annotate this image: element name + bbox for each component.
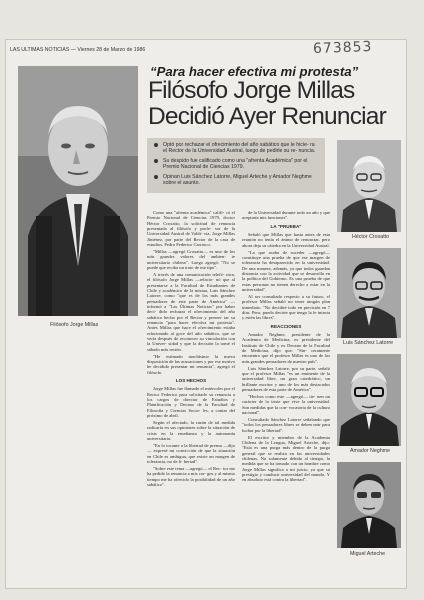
article-paragraph: El escritor y miembro de la Academia Chilena de la Lengua, Miguel Arteche, dijo: "Esta es una purga más dentro de la purga general que se realiza en las universidades chilenas. No solamente debido al tiempo, la medida que se ha tomado con un hombre como Jorge Millas significa a mi juicio, ya que su prestigio y conducir universidad del mundo. Y en absoluto está contra la libertad". — [242, 434, 330, 483]
main-photo-caption: Filósofo Jorge Millas — [50, 322, 99, 328]
article-paragraph: de la Universidad durante todo un año y que aceptaría mis funciones". — [242, 210, 330, 221]
summary-bullet: Opinan Luis Sánchez Latorre, Miguel Arteche y Amador Neghme sobre el asunto. — [153, 174, 319, 187]
headline — [148, 78, 406, 130]
article-paragraph: Al ser consultado respecto a su futuro, el profesor Millas señaló no tener ningún plan inmediato. "No decidiré todo en precisión en 7 días. Pero, puedo decirte que tengo la fe intacta y estén las libres". — [242, 294, 330, 321]
portrait-photo-arteche — [337, 462, 401, 548]
article-paragraph: Luis Sánchez Latorre, por su parte, señaló que el profesor Millas "es un eminente de la universidad libre, un gran catedrático, un brillante escritor y uno de los más destacados pensadores de esta parte de América". — [242, 365, 330, 393]
article-paragraph: Jorge Millas fue llamado el miércoles por el Rector Federico para solicitarle su renuncia a los cargos de director de Estudios y Planificación y Decano de la Facultad de Filosofía y Ciencias Socia- les, a contar del próximo de abril. — [147, 386, 235, 419]
article-paragraph: Según el afectado, la razón de tal medida radicaría en sus opiniones sobre la situación de crisis en la enseñanza y la autonomía universitaria. — [147, 420, 235, 442]
portrait-photo-croxatto — [337, 140, 401, 232]
caption-croxatto: Héctor Croxatto — [352, 234, 390, 240]
summary-box — [147, 138, 325, 193]
section-heading: LA "PRUEBA" — [270, 223, 302, 229]
handwritten-number: 673853 — [312, 38, 373, 58]
article-paragraph: "Millas —agregó Croxatto— es uno de los más grandes valores del ambien- te universitario chileno". Luego agregó: "No se puede que reciba un trato de ese tipo". — [147, 249, 235, 271]
article-paragraph: "Sobre este tema —agregó— el Rec- tor me ha pedido la renuncia a mis car- gos y al mismo tiempo me ha ofrecido la posibilidad de un año sabático". — [147, 466, 235, 488]
portrait-photo-neghme — [337, 354, 401, 446]
caption-sanchez-latorre: Luis Sánchez Latorre — [343, 340, 394, 346]
summary-bullet: Su despido fue calificado como una "afrenta Académica" por el Premio Nacional de Ciencias 1979. — [153, 158, 319, 171]
article-paragraph: Amador Neghme, presidente de la Academia de Medicina, ex presidente del Instituto de Chile y ex Decano de la Facultad de Medicina, dijo que: "Sin- ceramente encuentro que el profesor Millas es uno de los más grandes pensadores de nuestro país". — [242, 332, 330, 364]
article-paragraph: Señaló que Millas que hasta antes de esta reunión no tenía el ánimo de renunciar, pero ahora deja su cátedra en la Universidad Austral. — [242, 232, 330, 248]
summary-bullet: Optó por rechazar el ofrecimiento del año sabático que le hicie- ra el Rector de la Universidad Austral, luego de pedirle su re- nuncia. — [153, 142, 319, 155]
headline-line-1: Filósofo Jorge Millas — [148, 77, 355, 104]
article-paragraph: Consultado Sánchez Latorre señalando que "todos los pensadores libres se deben unir para luchar por la libertad". — [242, 417, 330, 433]
article-column-1 — [147, 210, 235, 580]
article-column-2 — [242, 210, 330, 580]
section-heading: LOS HECHOS — [175, 378, 207, 384]
portrait-photo-sanchez-latorre — [337, 248, 401, 338]
article-paragraph: "En lo tocante a la libertad de prensa —dijo— expresé mi convicción de que la situación en Chile es ambigua, que existe un margen de tolerancia, no de li- bertad". — [147, 443, 235, 465]
caption-neghme: Amador Neghme — [350, 448, 391, 454]
masthead: LAS ULTIMAS NOTICIAS — Viernes 28 de Marzo de 1986 — [10, 47, 146, 53]
caption-arteche: Miguel Arteche — [350, 551, 386, 557]
kicker: “Para hacer efectiva mi protesta” — [150, 64, 359, 79]
article-paragraph: "He estimado muchísimo la nueva disposición de las acusaciones y por ese motivo he decidido presentar mi renuncia", agregó el filósofo. — [147, 353, 235, 375]
article-paragraph: Como una "afrenta académica" califi- có el Premio Nacional de Ciencias 1979, doctor Héctor Croxatto, la solicitud de renuncia presentada al filósofo y profe- sor de la Universidad Austral de Valdi- via, Jorge Millas Jiménez, por parte del Rector de la casa de estudios, Pedro Federico Carrasco. — [147, 210, 235, 248]
article-paragraph: "La que acaba de suceder —agregó— constituye una prueba de que ese margen de tolerancia ha desaparecido en la universidad. De una manera, además, ya que todos guardan distancia con la actividad que se desarrolla en la política del Gobierno. Es una prueba de que estas personas no tienen derecho a estar en la universidad". — [242, 249, 330, 293]
article-paragraph: "Hechos como este —agregó— tie- nen un carácter de lo triste que vive la universidad. Son medidas que la con- vocatoria de la cultura nacional". — [242, 394, 330, 416]
section-heading: REACCIONES — [270, 323, 302, 329]
article-paragraph: A través de una comunicación telefó- nica, el filósofo Jorge Millas —relacio- nó que al presentarse a la Facultad de Estudiantes de Chile y académico de la misma, Luis Sánchez Latorre, como "que es de los más grandes pensadores de este parte de América" — informó a "Las Últimas Noticias" por haber deci- dido rechazar el ofrecimiento del año sabático hecho por el Rector y presen- tar su renuncia "para hacer efectiva mi protesta". Antes Millas que hace el ofrecimiento estaba relacionado al goce del año sabático, que se vería después de reconocer su vinculación con la Univer- sidad y que la decisión la tomé el sábado más recién. — [147, 271, 235, 352]
headline-line-2: Decidió Ayer Renunciar — [148, 103, 386, 130]
main-portrait-photo — [18, 66, 138, 316]
